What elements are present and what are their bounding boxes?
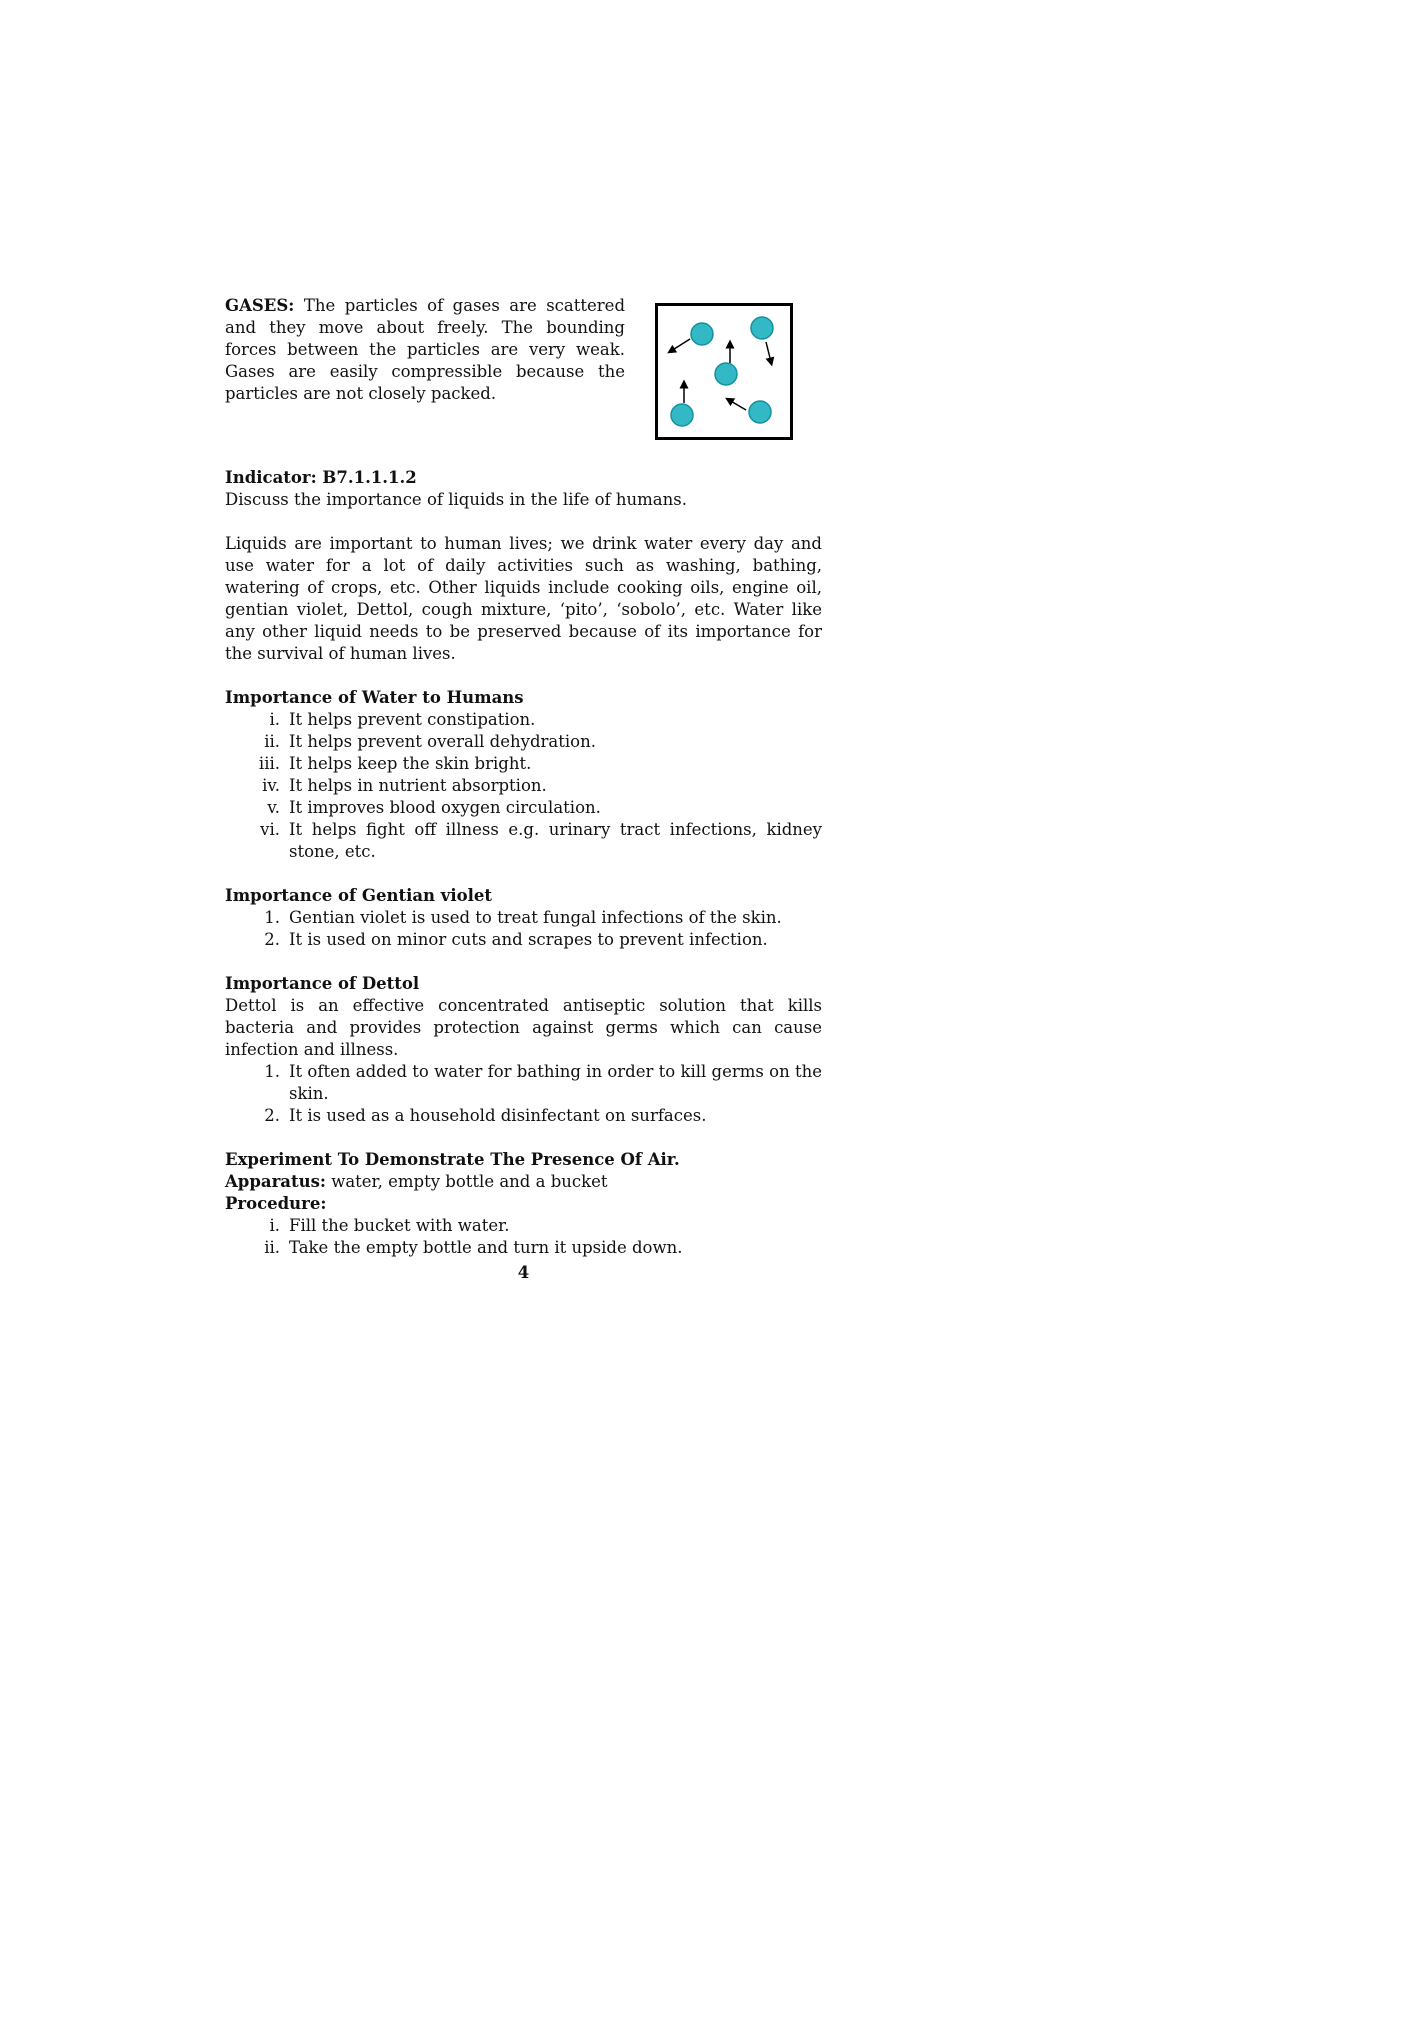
list-text: It helps prevent overall dehydration. <box>289 732 596 751</box>
list-item <box>225 907 822 929</box>
experiment-section <box>225 1149 822 1259</box>
gas-particle <box>671 404 693 426</box>
apparatus-label: Apparatus: <box>225 1172 326 1191</box>
gases-section <box>225 295 822 445</box>
indicator-paragraph: Liquids are important to human lives; we drink water every day and use water for a lot of daily activities such as washing, bathing, watering of crops, etc. Other liquids include cooking oils, engine oil, gentian violet, Dettol, cough mixture, ‘pito’, ‘sobolo’, etc. Water like any other liquid needs to be preserved because of its importance for the survival of human lives. <box>225 534 822 663</box>
experiment-heading: Experiment To Demonstrate The Presence Of Air. <box>225 1150 680 1169</box>
dettol-importance-heading: Importance of Dettol <box>225 974 420 993</box>
list-item <box>225 753 822 775</box>
list-text: Fill the bucket with water. <box>289 1216 510 1235</box>
list-item <box>225 1105 822 1127</box>
list-marker: v. <box>267 798 280 817</box>
list-item <box>225 1237 822 1259</box>
gas-particle <box>691 323 713 345</box>
list-item <box>225 1061 822 1105</box>
list-text: It helps keep the skin bright. <box>289 754 532 773</box>
gases-label: GASES: <box>225 296 295 315</box>
list-item <box>225 797 822 819</box>
list-marker: ii. <box>264 1238 280 1257</box>
water-importance-section <box>225 687 822 863</box>
list-text: It helps prevent constipation. <box>289 710 536 729</box>
list-marker: i. <box>269 1216 280 1235</box>
list-marker: 2. <box>264 930 280 949</box>
list-text: It improves blood oxygen circulation. <box>289 798 601 817</box>
gas-particle <box>749 401 771 423</box>
list-marker: i. <box>269 710 280 729</box>
procedure-label: Procedure: <box>225 1194 327 1213</box>
list-marker: 1. <box>264 908 280 927</box>
dettol-paragraph: Dettol is an effective concentrated antiseptic solution that kills bacteria and provides protection against germs which can cause infection and illness. <box>225 996 822 1059</box>
gases-text: The particles of gases are scattered and they move about freely. The bounding forces between the particles are very weak. Gases are easily compressible because the particles are not closely packed. <box>225 296 626 403</box>
motion-arrow <box>766 342 771 362</box>
list-item <box>225 731 822 753</box>
list-item <box>225 709 822 731</box>
list-item <box>225 819 822 863</box>
list-marker: iii. <box>258 754 280 773</box>
list-marker: iv. <box>262 776 280 795</box>
gas-particle <box>751 317 773 339</box>
indicator-heading: Indicator: B7.1.1.1.2 <box>225 468 417 487</box>
motion-arrow <box>671 339 690 351</box>
gas-particle <box>715 363 737 385</box>
gases-paragraph <box>225 295 625 405</box>
list-text: It often added to water for bathing in order to kill germs on the skin. <box>289 1062 822 1103</box>
list-marker: 1. <box>264 1062 280 1081</box>
water-importance-heading: Importance of Water to Humans <box>225 688 524 707</box>
list-text: It helps in nutrient absorption. <box>289 776 547 795</box>
apparatus-text: water, empty bottle and a bucket <box>331 1172 608 1191</box>
list-item <box>225 775 822 797</box>
gentian-importance-heading: Importance of Gentian violet <box>225 886 493 905</box>
list-text: It helps fight off illness e.g. urinary tract infections, kidney stone, etc. <box>289 820 822 861</box>
motion-arrow <box>729 400 746 410</box>
page-number: 4 <box>517 1263 530 1282</box>
gentian-importance-list <box>225 907 822 951</box>
list-text: Gentian violet is used to treat fungal infections of the skin. <box>289 908 782 927</box>
indicator-section <box>225 467 822 665</box>
list-item <box>225 929 822 951</box>
gas-particles-svg <box>658 306 790 437</box>
list-item <box>225 1215 822 1237</box>
list-marker: 2. <box>264 1106 280 1125</box>
water-importance-list <box>225 709 822 863</box>
apparatus-line <box>225 1171 822 1193</box>
gentian-importance-section <box>225 885 822 951</box>
gas-particles-diagram <box>655 303 793 440</box>
list-marker: ii. <box>264 732 280 751</box>
list-text: It is used as a household disinfectant on surfaces. <box>289 1106 707 1125</box>
page-content <box>225 295 822 1259</box>
procedure-list <box>225 1215 822 1259</box>
list-text: It is used on minor cuts and scrapes to prevent infection. <box>289 930 768 949</box>
indicator-description: Discuss the importance of liquids in the life of humans. <box>225 490 687 509</box>
list-text: Take the empty bottle and turn it upside down. <box>289 1238 683 1257</box>
list-marker: vi. <box>260 820 280 839</box>
dettol-importance-list <box>225 1061 822 1127</box>
dettol-importance-section <box>225 973 822 1127</box>
